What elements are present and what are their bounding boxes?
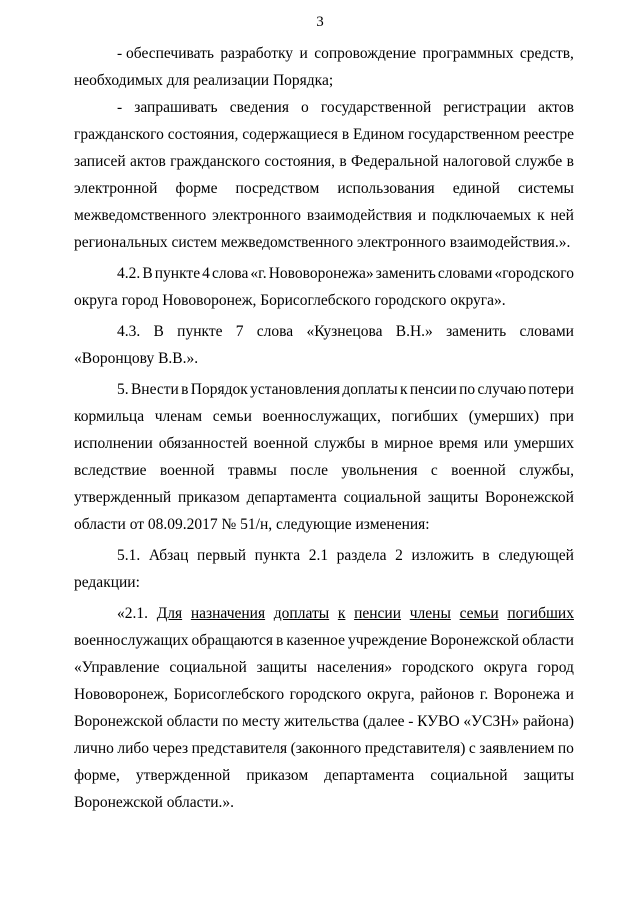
word: - (117, 99, 123, 116)
word: В (142, 265, 153, 282)
word: 5.1. (117, 547, 141, 564)
word: либо (117, 740, 150, 757)
word: округа (483, 659, 528, 676)
word: пункта (254, 547, 301, 564)
word: городского (401, 659, 474, 676)
word: сведения (229, 99, 289, 116)
word: форме, (74, 767, 120, 784)
paragraph-4-3 (74, 318, 574, 372)
word: утвержденный (74, 489, 172, 506)
word: к (537, 207, 545, 224)
word: умерших (514, 435, 574, 452)
word: о (301, 99, 309, 116)
text-line: необходимых для реализации Порядка; (74, 72, 334, 89)
word: социальной (169, 659, 247, 676)
text-line (74, 94, 574, 121)
word: В (153, 323, 164, 340)
word: 2.1 (308, 547, 329, 564)
word: районов (420, 686, 475, 703)
word: 4.2. (117, 265, 141, 282)
word: службы (314, 435, 366, 452)
word: пенсии (354, 605, 402, 622)
word: после (290, 462, 329, 479)
word: при (549, 408, 574, 425)
word: установления (250, 381, 341, 398)
word: учреждение (348, 632, 428, 649)
word: Нововоронежа» (268, 265, 374, 282)
text-line: Воронежской области.». (74, 794, 235, 811)
text-line (74, 681, 574, 708)
text-line (74, 627, 574, 654)
word: межведомственного (74, 207, 207, 224)
word: 5. (117, 381, 129, 398)
word: (умерших) (468, 408, 539, 425)
text-line (74, 600, 574, 627)
word: налоговой (442, 153, 511, 170)
word: месту (242, 713, 281, 730)
word: «Управление (74, 659, 160, 676)
text-line (74, 376, 574, 403)
word: представителя) (364, 740, 466, 757)
word: лично (74, 740, 114, 757)
word: защиты (523, 767, 574, 784)
text-line (74, 121, 574, 148)
word: системы (518, 180, 574, 197)
word: в (482, 547, 490, 564)
word: в (341, 126, 350, 143)
word: утвержденной (135, 767, 231, 784)
word: семьи (459, 605, 499, 622)
word: программных (422, 45, 514, 62)
word: взаимодействия (306, 207, 412, 224)
word: доплаты (273, 605, 330, 622)
page-number: 3 (316, 14, 324, 30)
word: электронного (212, 207, 301, 224)
word: военной (159, 462, 215, 479)
text-line (74, 708, 574, 735)
word: защиты (256, 659, 308, 676)
word: через (152, 740, 189, 757)
text-line (74, 318, 574, 345)
word: единой (452, 180, 500, 197)
word: назначения (190, 605, 266, 622)
word: следующей (498, 547, 574, 564)
text-line (74, 542, 574, 569)
text-line (74, 403, 574, 430)
paragraph-5-1 (74, 542, 574, 596)
text-line (74, 457, 574, 484)
word: содержащиеся (242, 126, 338, 143)
text-line (74, 175, 574, 202)
text-line (74, 202, 574, 229)
word: Воронежа (493, 686, 561, 703)
word: в (566, 153, 574, 170)
word: члены (409, 605, 451, 622)
word: в (370, 435, 379, 452)
word: городского (289, 686, 362, 703)
word: использования (337, 180, 435, 197)
word: военной (253, 435, 309, 452)
word: гражданского (74, 126, 164, 143)
text-line (74, 260, 574, 287)
text-line: региональных систем межведомственного электронного взаимодействия.». (74, 234, 571, 251)
word: Нововоронеж, (74, 686, 169, 703)
word: кормильца (74, 408, 145, 425)
word: исполнении (74, 435, 153, 452)
word: и (299, 45, 308, 62)
word: Для (156, 605, 183, 622)
word: средств, (519, 45, 574, 62)
word: департамента (246, 489, 337, 506)
document-body (74, 40, 574, 816)
word: защиты (427, 489, 479, 506)
word: представителя (191, 740, 288, 757)
word: записей (74, 153, 126, 170)
word: обращаются (191, 632, 273, 649)
word: мирное (384, 435, 434, 452)
word: области (166, 713, 219, 730)
word: КУВО (417, 713, 460, 730)
word: «2.1. (117, 605, 148, 622)
word: членам (154, 408, 203, 425)
word: г. (479, 686, 489, 703)
word: город (537, 659, 574, 676)
paragraph-request-information (74, 94, 574, 256)
word: службе (515, 153, 563, 170)
word: в (181, 381, 189, 398)
text-line: «Воронцову В.В.». (74, 350, 199, 367)
word: социальной (343, 489, 421, 506)
word: области (522, 632, 574, 649)
word: погибших (391, 408, 459, 425)
paragraph-5 (74, 376, 574, 538)
word: запрашивать (134, 99, 218, 116)
paragraph-4-2 (74, 260, 574, 314)
paragraph-software-support (74, 40, 574, 94)
word: состояния, (264, 153, 335, 170)
word: в (276, 632, 284, 649)
word: военнослужащих (74, 632, 189, 649)
word: актов (538, 99, 574, 116)
word: населения» (316, 659, 393, 676)
word: время (439, 435, 478, 452)
word: подключаемых (431, 207, 532, 224)
word: социальной (430, 767, 508, 784)
word: «УСЗН» (463, 713, 520, 730)
word: округа, (366, 686, 415, 703)
word: заменить (446, 323, 507, 340)
word: с (468, 740, 476, 757)
word: казенное (286, 632, 345, 649)
word: словами (519, 323, 574, 340)
word: Воронежской (430, 632, 520, 649)
word: приказом (246, 767, 309, 784)
word: Едином (353, 126, 405, 143)
word: пенсии (409, 381, 457, 398)
word: посредством (235, 180, 320, 197)
word: увольнения (341, 462, 418, 479)
word: погибших (507, 605, 574, 622)
word: службы, (519, 462, 574, 479)
text-line: округа город Нововоронеж, Борисоглебского городского округа». (74, 292, 506, 309)
word: государственной (320, 99, 432, 116)
word: приказом (177, 489, 240, 506)
word: «Кузнецова (306, 323, 383, 340)
word: Абзац (148, 547, 189, 564)
word: жительства (284, 713, 360, 730)
word: регистрации (443, 99, 527, 116)
word: слова (256, 323, 294, 340)
word: - обеспечивать (117, 45, 214, 62)
word: Внести (130, 381, 179, 398)
word: - (408, 713, 414, 730)
word: словами (437, 265, 493, 282)
word: (законного (290, 740, 362, 757)
word: или (483, 435, 509, 452)
word: первый (197, 547, 246, 564)
word: ней (550, 207, 574, 224)
word: к (400, 381, 408, 398)
word: форме (175, 180, 218, 197)
word: государственном (408, 126, 520, 143)
word: района) (522, 713, 574, 730)
word: случаю (477, 381, 527, 398)
text-line (74, 430, 574, 457)
word: (далее (362, 713, 405, 730)
word: слова (211, 265, 249, 282)
text-line: редакции: (74, 574, 140, 591)
word: заявлением (479, 740, 555, 757)
word: вследствие (74, 462, 147, 479)
word: «г. (250, 265, 267, 282)
word: и (417, 207, 427, 224)
word: военной (451, 462, 506, 479)
word: раздела (336, 547, 387, 564)
word: состояния, (167, 126, 239, 143)
word: 7 (235, 323, 244, 340)
word: электронной (74, 180, 158, 197)
text-line (74, 484, 574, 511)
word: сопровождение (314, 45, 417, 62)
word: доплаты (342, 381, 398, 398)
word: обязанностей (158, 435, 248, 452)
word: пункте (154, 265, 201, 282)
word: семьи (212, 408, 252, 425)
word: 4.3. (117, 323, 141, 340)
word: Воронежской (485, 489, 574, 506)
word: изложить (411, 547, 474, 564)
word: заменить (375, 265, 436, 282)
word: с (430, 462, 438, 479)
word: Федеральной (350, 153, 439, 170)
word: травмы (227, 462, 277, 479)
word: военнослужащих, (262, 408, 381, 425)
paragraph-2-1-quote (74, 600, 574, 816)
text-line (74, 735, 574, 762)
text-line (74, 762, 574, 789)
text-line (74, 654, 574, 681)
word: 2 (395, 547, 403, 564)
word: по (222, 713, 239, 730)
word: и (565, 686, 574, 703)
word: реестре (523, 126, 574, 143)
word: потери (528, 381, 574, 398)
text-line: области от 08.09.2017 № 51/н, следующие изменения: (74, 516, 430, 533)
word: гражданского (170, 153, 260, 170)
word: В.Н.» (395, 323, 433, 340)
text-line (74, 40, 574, 67)
word: Воронежской (74, 713, 163, 730)
word: «городского (494, 265, 574, 282)
word: в (339, 153, 347, 170)
text-line (74, 148, 574, 175)
word: актов (129, 153, 166, 170)
word: 4 (202, 265, 210, 282)
word: Борисоглебского (173, 686, 285, 703)
word: по (459, 381, 476, 398)
word: департамента (324, 767, 415, 784)
word: к (337, 605, 346, 622)
word: пункте (177, 323, 223, 340)
word: Порядок (190, 381, 248, 398)
word: по (557, 740, 574, 757)
word: разработку (220, 45, 294, 62)
